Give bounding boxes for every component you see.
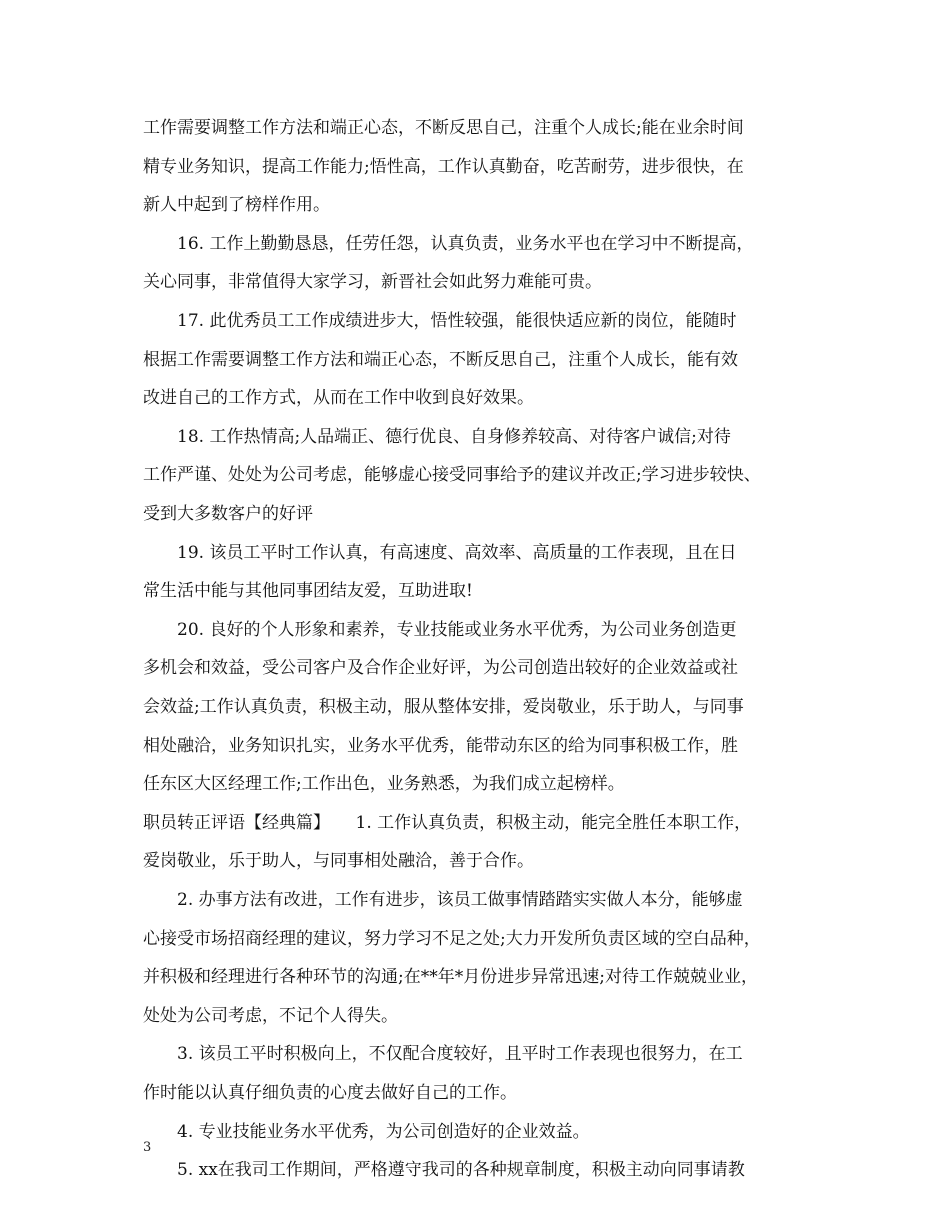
section-heading-line: 职员转正评语【经典篇】 1. 工作认真负责，积极主动，能完全胜任本职工作，	[143, 813, 752, 833]
list-item-3: 3. 该员工平时积极向上，不仅配合度较好，且平时工作表现也很努力，在工	[177, 1044, 743, 1064]
list-item-4: 4. 专业技能业务水平优秀，为公司创造好的企业效益。	[177, 1122, 590, 1142]
text-line: 工作需要调整工作方法和端正心态，不断反思自己，注重个人成长;能在业余时间	[143, 118, 744, 138]
list-item-17: 17. 此优秀员工工作成绩进步大，悟性较强，能很快适应新的岗位，能随时	[177, 311, 737, 331]
text-line: 关心同事，非常值得大家学习，新晋社会如此努力难能可贵。	[143, 272, 602, 292]
text-line: 工作严谨、处处为公司考虑，能够虚心接受同事给予的建议并改正;学习进步较快、	[143, 465, 761, 485]
list-item-19: 19. 该员工平时工作认真，有高速度、高效率、高质量的工作表现，且在日	[177, 543, 737, 563]
text-line: 多机会和效益，受公司客户及合作企业好评，为公司创造出较好的企业效益或社	[143, 658, 738, 678]
text-line: 新人中起到了榜样作用。	[143, 195, 330, 215]
text-line: 相处融洽，业务知识扎实，业务水平优秀，能带动东区的给为同事积极工作，胜	[143, 736, 738, 756]
text-line: 根据工作需要调整工作方法和端正心态，不断反思自己，注重个人成长，能有效	[143, 350, 738, 370]
text-line: 处处为公司考虑，不记个人得失。	[143, 1006, 398, 1026]
list-item-18: 18. 工作热情高;人品端正、德行优良、自身修养较高、对待客户诚信;对待	[177, 427, 731, 447]
list-item-2: 2. 办事方法有改进，工作有进步，该员工做事情踏踏实实做人本分，能够虚	[177, 890, 743, 910]
text-line: 改进自己的工作方式，从而在工作中收到良好效果。	[143, 388, 534, 408]
text-line: 任东区大区经理工作;工作出色，业务熟悉，为我们成立起榜样。	[143, 774, 625, 794]
text-line: 作时能以认真仔细负责的心度去做好自己的工作。	[143, 1083, 517, 1103]
list-item-16: 16. 工作上勤勤恳恳，任劳任怨，认真负责，业务水平也在学习中不断提高，	[177, 234, 754, 254]
text-line: 会效益;工作认真负责，积极主动，服从整体安排，爱岗敬业，乐于助人，与同事	[143, 697, 744, 717]
page-number: 3	[143, 1140, 152, 1155]
text-line: 爱岗敬业，乐于助人，与同事相处融洽，善于合作。	[143, 851, 534, 871]
list-item-20: 20. 良好的个人形象和素养，专业技能或业务水平优秀，为公司业务创造更	[177, 620, 737, 640]
text-line: 受到大多数客户的好评	[143, 504, 313, 524]
text-line: 心接受市场招商经理的建议，努力学习不足之处;大力开发所负责区域的空白品种，	[143, 929, 761, 949]
text-line: 并积极和经理进行各种环节的沟通;在**年*月份进步异常迅速;对待工作兢兢业业，	[143, 967, 758, 987]
list-item-5: 5. xx在我司工作期间，严格遵守我司的各种规章制度，积极主动向同事请教	[177, 1160, 745, 1180]
text-line: 常生活中能与其他同事团结友爱，互助进取!	[143, 581, 473, 601]
text-line: 精专业务知识，提高工作能力;悟性高，工作认真勤奋，吃苦耐劳，进步很快，在	[143, 157, 744, 177]
